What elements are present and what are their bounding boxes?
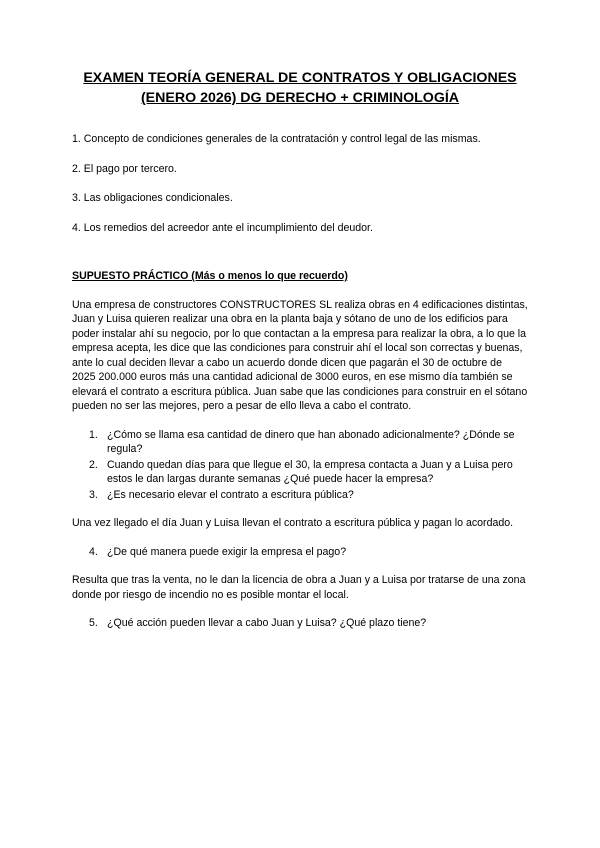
exam-title-line-2: (ENERO 2026) DG DERECHO + CRIMINOLOGÍA xyxy=(140,90,460,106)
case-subquestion xyxy=(72,428,528,457)
case-paragraph-3: Resulta que tras la venta, no le dan la licencia de obra a Juan y a Luisa por tratarse de una zona donde por riesgo de incendio no es posible montar el local. xyxy=(72,574,526,601)
case-subquestions-list-a xyxy=(72,428,528,503)
case-subquestion xyxy=(72,488,528,503)
theory-question-4: 4. Los remedios del acreedor ante el incumplimiento del deudor. xyxy=(72,221,373,234)
subquestion-text: Cuando quedan días para que llegue el 30, la empresa contacta a Juan y a Luisa pero estos le dan largas durante semanas ¿Qué puede hacer la empresa? xyxy=(107,458,513,485)
theory-question-2: 2. El pago por tercero. xyxy=(72,162,177,175)
subquestion-number: 1. xyxy=(89,428,98,441)
subquestion-text: ¿De qué manera puede exigir la empresa el pago? xyxy=(107,545,347,558)
subquestion-text: ¿Es necesario elevar el contrato a escritura pública? xyxy=(107,488,354,501)
case-subquestions-list-c xyxy=(72,616,528,631)
case-subquestion xyxy=(72,458,528,487)
theory-question-1: 1. Concepto de condiciones generales de la contratación y control legal de las mismas. xyxy=(72,133,481,145)
subquestion-number: 2. xyxy=(89,458,98,471)
subquestion-text: ¿Cómo se llama esa cantidad de dinero que han abonado adicionalmente? ¿Dónde se regula? xyxy=(107,428,515,455)
case-subquestions-list-b xyxy=(72,545,528,560)
case-subquestion xyxy=(72,616,528,631)
exam-title-line-1: EXAMEN TEORÍA GENERAL DE CONTRATOS Y OBLIGACIONES xyxy=(83,70,517,86)
case-intro-paragraph: Una empresa de constructores CONSTRUCTORES SL realiza obras en 4 edificaciones distintas, Juan y Luisa quieren realizar una obra en la planta baja y sótano de uno de los edificios para poder instalar ahí su negocio, por lo que contactan a la empresa para realizar la obra, a lo que la empresa acepta, les dice que las condiciones para construir ahí el local son correctas y buenas, ante lo cual deciden llevar a cabo un acuerdo donde dicen que pagarán el 30 de octubre de 2025 200.000 euros más una cantidad adicional de 3000 euros, en ese mismo día también se elevará el contrato a escritura pública. Juan sabe que las condiciones para construir en el sótano pueden no ser las mejores, pero a pesar de ello lleva a cabo el contrato. xyxy=(72,298,528,412)
exam-title xyxy=(72,68,528,108)
subquestion-number: 4. xyxy=(89,545,98,558)
subquestion-text: ¿Qué acción pueden llevar a cabo Juan y Luisa? ¿Qué plazo tiene? xyxy=(107,617,427,629)
case-subquestion xyxy=(72,545,528,560)
case-heading: SUPUESTO PRÁCTICO (Más o menos lo que recuerdo) xyxy=(72,270,348,282)
case-paragraph-2: Una vez llegado el día Juan y Luisa llevan el contrato a escritura pública y pagan lo acordado. xyxy=(72,517,514,529)
subquestion-number: 3. xyxy=(89,488,98,501)
theory-question-3: 3. Las obligaciones condicionales. xyxy=(72,192,233,204)
subquestion-number: 5. xyxy=(89,617,98,629)
